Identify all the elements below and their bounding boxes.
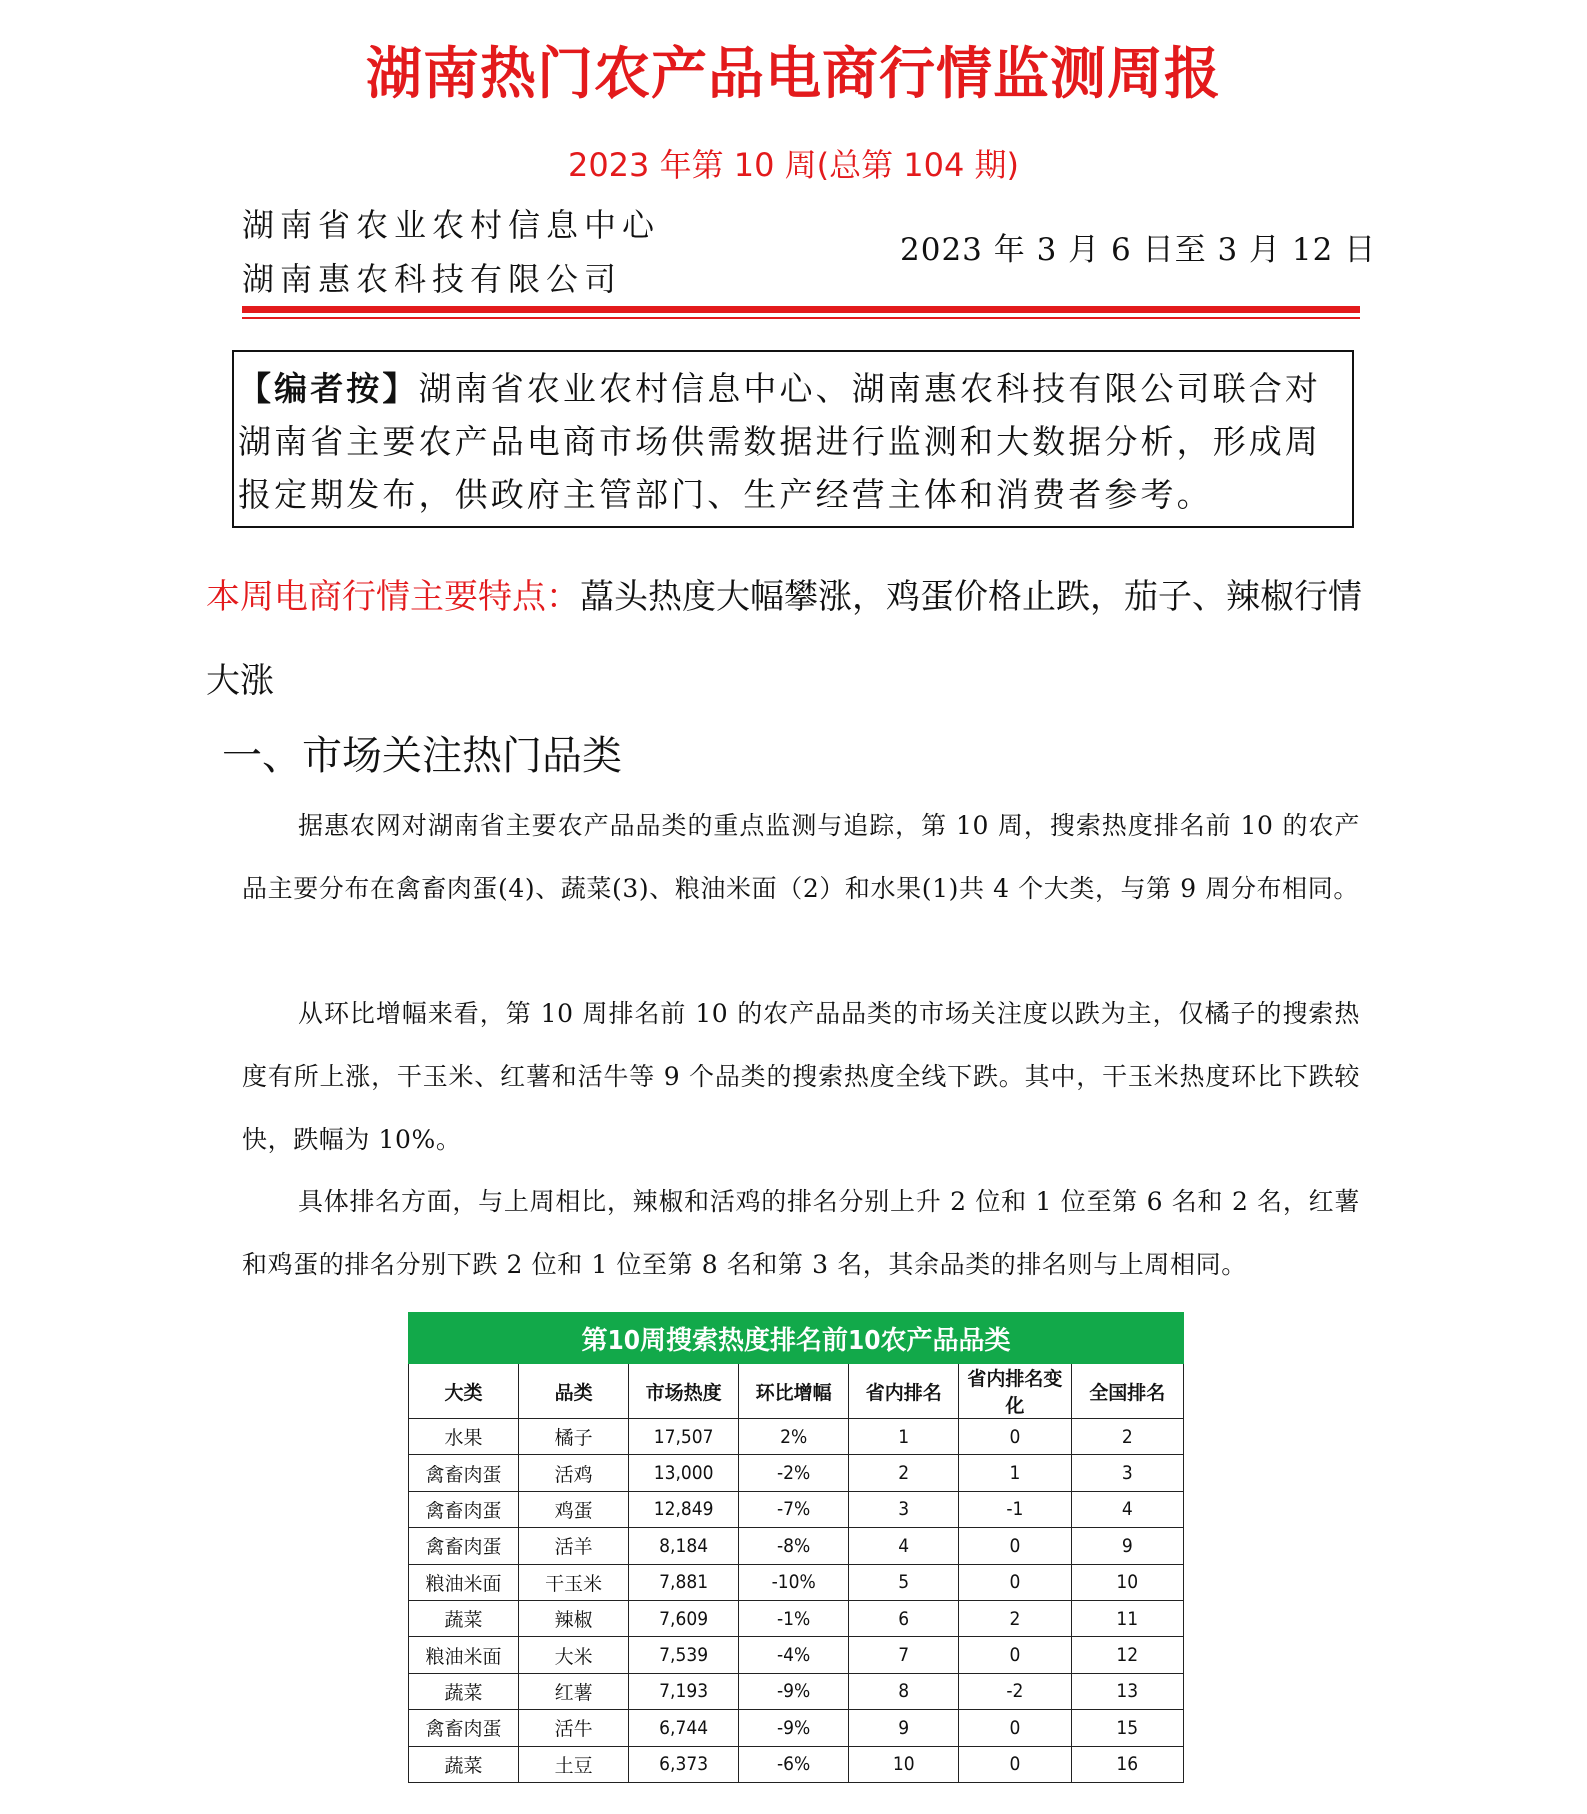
table-row [409,1491,1184,1527]
table-cell: -2% [739,1455,849,1491]
table-cell: 2 [1071,1419,1183,1455]
table-cell: 9 [849,1710,959,1746]
report-title: 湖南热门农产品电商行情监测周报 [366,42,1221,107]
highlights-label: 本周电商行情主要特点： [206,577,580,617]
table-cell: 3 [849,1491,959,1527]
publisher-2: 湖南惠农科技有限公司 [242,260,623,298]
table-cell: 8,184 [629,1528,739,1564]
table-cell: 2 [849,1455,959,1491]
table-header-cell: 省内排名 [849,1364,959,1419]
table-cell: 12,849 [629,1491,739,1527]
table-cell: -2 [959,1673,1071,1709]
table-cell: 4 [1071,1491,1183,1527]
table-cell: 17,507 [629,1419,739,1455]
table-cell: 蔬菜 [409,1673,519,1709]
table-cell: 辣椒 [519,1600,629,1636]
editor-note-label: 【编者按】 [238,369,419,408]
header-divider-thin [242,317,1360,319]
table-caption: 第10周搜索热度排名前10农产品品类 [409,1313,1184,1364]
table-cell: 干玉米 [519,1564,629,1600]
paragraph: 据惠农网对湖南省主要农产品品类的重点监测与追踪，第 10 周，搜索热度排名前 10 的农产品主要分布在禽畜肉蛋(4)、蔬菜(3)、粮油米面（2）和水果(1)共 4 个大类，与第 9 周分布相同。 [242,811,1360,903]
table-header-cell: 市场热度 [629,1364,739,1419]
table-cell: 红薯 [519,1673,629,1709]
table-cell: 0 [959,1746,1071,1782]
table-row [409,1637,1184,1673]
table-cell: 16 [1071,1746,1183,1782]
table-cell: -4% [739,1637,849,1673]
table-cell: 水果 [409,1419,519,1455]
table-cell: -9% [739,1710,849,1746]
table-cell: 2% [739,1419,849,1455]
table-cell: 禽畜肉蛋 [409,1528,519,1564]
table-cell: 4 [849,1528,959,1564]
issue-number: 2023 年第 10 周(总第 104 期) [567,146,1020,184]
table-cell: 12 [1071,1637,1183,1673]
table-cell: 鸡蛋 [519,1491,629,1527]
table-header-row [409,1364,1184,1419]
table-cell: 禽畜肉蛋 [409,1455,519,1491]
table-cell: 6 [849,1600,959,1636]
table-cell: 13,000 [629,1455,739,1491]
table-row [409,1419,1184,1455]
table-cell: 大米 [519,1637,629,1673]
editor-note-text: 湖南省农业农村信息中心、湖南惠农科技有限公司联合对湖南省主要农产品电商市场供需数据进行监测和大数据分析，形成周报定期发布，供政府主管部门、生产经营主体和消费者参考。 [238,369,1321,514]
date-range: 2023 年 3 月 6 日至 3 月 12 日 [900,232,1377,268]
publisher-1: 湖南省农业农村信息中心 [242,206,661,244]
table-cell: 禽畜肉蛋 [409,1491,519,1527]
table-row [409,1528,1184,1564]
table-row [409,1673,1184,1709]
table-cell: 1 [849,1419,959,1455]
header-divider [242,306,1360,313]
table-cell: -9% [739,1673,849,1709]
table-cell: 6,373 [629,1746,739,1782]
table-cell: 5 [849,1564,959,1600]
table-cell: 13 [1071,1673,1183,1709]
table-cell: 0 [959,1637,1071,1673]
table-cell: 0 [959,1528,1071,1564]
table-cell: 7,539 [629,1637,739,1673]
table-cell: 橘子 [519,1419,629,1455]
table-cell: 7 [849,1637,959,1673]
table-cell: 10 [1071,1564,1183,1600]
table-header-cell: 环比增幅 [739,1364,849,1419]
table-header-cell: 大类 [409,1364,519,1419]
table-cell: 活鸡 [519,1455,629,1491]
table-row [409,1564,1184,1600]
table-row [409,1746,1184,1782]
table-cell: 9 [1071,1528,1183,1564]
table-cell: -10% [739,1564,849,1600]
table-cell: 禽畜肉蛋 [409,1710,519,1746]
table-cell: 蔬菜 [409,1746,519,1782]
table-cell: 10 [849,1746,959,1782]
table-cell: 6,744 [629,1710,739,1746]
table-cell: -6% [739,1746,849,1782]
table-row [409,1600,1184,1636]
table-cell: 0 [959,1564,1071,1600]
table-row [409,1710,1184,1746]
table-cell: 7,881 [629,1564,739,1600]
table-cell: 2 [959,1600,1071,1636]
table-cell: 15 [1071,1710,1183,1746]
paragraph: 从环比增幅来看，第 10 周排名前 10 的农产品品类的市场关注度以跌为主，仅橘子的搜索热度有所上涨，干玉米、红薯和活牛等 9 个品类的搜索热度全线下跌。其中，干玉米热度环比下跌较快，跌幅为 10%。 [242,999,1360,1154]
table-cell: 1 [959,1455,1071,1491]
table-cell: -1% [739,1600,849,1636]
table-cell: 8 [849,1673,959,1709]
table-cell: 7,609 [629,1600,739,1636]
table-cell: 11 [1071,1600,1183,1636]
table-cell: 蔬菜 [409,1600,519,1636]
table-cell: 粮油米面 [409,1637,519,1673]
table-row [409,1455,1184,1491]
table-cell: -1 [959,1491,1071,1527]
table-cell: -8% [739,1528,849,1564]
table-cell: 3 [1071,1455,1183,1491]
table-cell: 7,193 [629,1673,739,1709]
table-cell: 粮油米面 [409,1564,519,1600]
table-cell: 土豆 [519,1746,629,1782]
table-cell: 活羊 [519,1528,629,1564]
ranking-table [408,1312,1184,1783]
table-header-cell: 品类 [519,1364,629,1419]
weekly-highlights [206,555,1386,723]
editor-note-box [232,350,1354,528]
table-cell: 0 [959,1419,1071,1455]
table-header-cell: 全国排名 [1071,1364,1183,1419]
paragraph: 具体排名方面，与上周相比，辣椒和活鸡的排名分别上升 2 位和 1 位至第 6 名和 2 名，红薯和鸡蛋的排名分别下跌 2 位和 1 位至第 8 名和第 3 名，其余品类的排名则与上周相同。 [242,1187,1360,1279]
table-cell: -7% [739,1491,849,1527]
table-header-cell: 省内排名变化 [959,1364,1071,1419]
section-heading: 一、市场关注热门品类 [222,733,622,779]
table-cell: 活牛 [519,1710,629,1746]
highlights-text: 藠头热度大幅攀涨，鸡蛋价格止跌，茄子、辣椒行情大涨 [206,577,1362,701]
table-cell: 0 [959,1710,1071,1746]
